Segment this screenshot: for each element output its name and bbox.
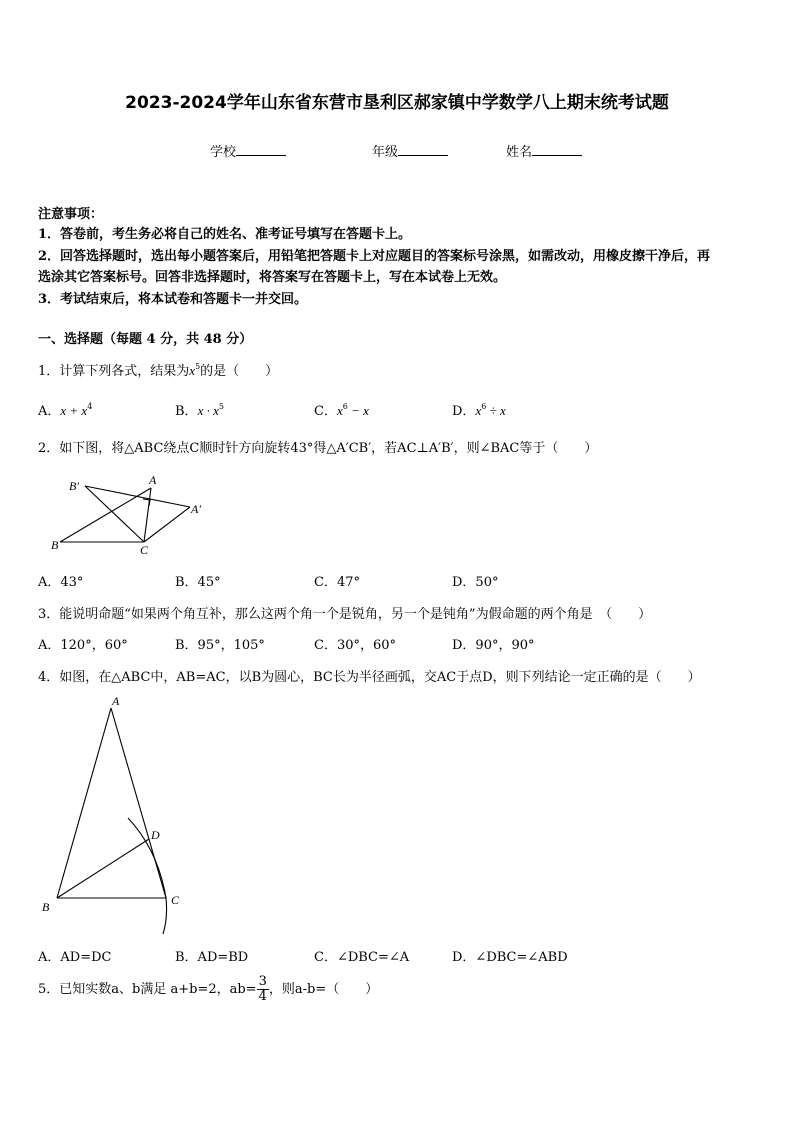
q3-option-a: A．120°，60° <box>38 638 128 653</box>
q1-option-b <box>175 400 224 419</box>
note-2b: 选涂其它答案标号。回答非选择题时，将答案写在答题卡上，写在本试卷上无效。 <box>38 270 507 285</box>
q2-option-d: D．50° <box>452 575 499 590</box>
q1-option-a-label: A． <box>38 404 61 419</box>
q1-option-d-exp: 6 <box>481 402 487 411</box>
q2-option-b: B．45° <box>175 575 221 590</box>
q2-label-a1: A′ <box>191 502 201 516</box>
q1-option-c-tail: − x <box>347 403 369 418</box>
q2-label-b1: B′ <box>69 479 79 493</box>
q1-stem-b: 的是（ ） <box>200 364 279 379</box>
q1-option-c-expr: x <box>336 403 343 418</box>
q1-option-c <box>314 400 369 419</box>
q4-label-b: B <box>42 900 50 914</box>
q5-fraction-numerator: 3 <box>258 974 267 989</box>
q1-stem-var: x <box>189 363 196 378</box>
q2-segment-b-a <box>60 488 151 542</box>
q4-segment-ab <box>57 708 111 898</box>
q1-option-b-exp: 5 <box>218 402 224 411</box>
q1-option-d-expr: x <box>475 403 482 418</box>
q4-label-d: D <box>151 828 160 842</box>
q3-option-b: B．95°，105° <box>175 638 265 653</box>
q5-stem-b: ，则a-b=（ ） <box>268 982 379 997</box>
q1-option-b-label: B． <box>175 404 198 419</box>
school-label: 学校 <box>210 145 237 160</box>
q1-option-a <box>38 400 92 419</box>
q4-triangle-figure <box>30 690 200 940</box>
q4-option-a: A．AD=DC <box>38 950 112 965</box>
section-heading: 一、选择题（每题 4 分，共 48 分） <box>38 332 253 347</box>
exam-title: 2023-2024学年山东省东营市垦利区郝家镇中学数学八上期末统考试题 <box>125 93 669 113</box>
q5-stem <box>38 974 378 1006</box>
q4-option-c: C．∠DBC=∠A <box>314 950 410 965</box>
q1-option-a-exp: 4 <box>87 402 93 411</box>
q1-option-c-label: C． <box>314 404 337 419</box>
name-label: 姓名 <box>506 145 533 160</box>
q4-arc <box>128 818 167 934</box>
q5-fraction-denominator: 4 <box>258 989 267 1004</box>
q2-rotation-figure <box>45 470 215 560</box>
q1-option-d-label: D． <box>452 404 476 419</box>
q5-fraction <box>257 975 269 1004</box>
note-1: 1．答卷前，考生务必将自己的姓名、准考证号填写在答题卡上。 <box>38 227 412 242</box>
notes-heading: 注意事项： <box>38 207 104 222</box>
q2-label-a: A <box>149 473 157 487</box>
q4-option-d: D．∠DBC=∠ABD <box>452 950 568 965</box>
school-blank <box>236 143 286 156</box>
q2-option-c: C．47° <box>314 575 360 590</box>
q2-segment-b1-c <box>85 486 144 542</box>
q1-option-c-exp: 6 <box>342 402 348 411</box>
school-field <box>210 141 286 160</box>
q4-label-a: A <box>112 694 120 708</box>
q3-stem: 3．能说明命题“如果两个角互补，那么这两个角一个是锐角，另一个是钝角”为假命题的两个角是 （ ） <box>38 607 652 622</box>
q4-stem: 4．如图，在△ABC中，AB=AC，以B为圆心，BC长为半径画弧，交AC于点D，则下列结论一定正确的是（ ） <box>38 670 701 685</box>
q4-segment-ac <box>111 708 166 898</box>
q4-label-c: C <box>171 893 180 907</box>
grade-blank <box>398 143 448 156</box>
q2-label-c: C <box>140 543 149 557</box>
q1-option-b-expr: x · x <box>197 403 219 418</box>
q2-segment-a-c <box>144 488 151 542</box>
q1-stem-exp: 5 <box>195 362 201 371</box>
name-field <box>506 141 582 160</box>
q2-stem: 2．如下图，将△ABC绕点C顺时针方向旋转43°得△A′CB′，若AC⊥A′B′，则∠BAC等于（ ） <box>38 441 598 456</box>
q1-stem <box>38 360 278 379</box>
q1-option-a-expr: x + x <box>60 403 88 418</box>
grade-field <box>372 141 448 160</box>
grade-label: 年级 <box>372 145 399 160</box>
q5-stem-a: 5．已知实数a、b满足 a+b=2，ab= <box>38 982 257 997</box>
q2-label-b: B <box>51 538 59 552</box>
q3-option-c: C．30°，60° <box>314 638 397 653</box>
note-2a: 2．回答选择题时，选出每小题答案后，用铅笔把答题卡上对应题目的答案标号涂黑，如需改动，用橡皮擦干净后，再 <box>38 249 711 264</box>
q4-option-b: B．AD=BD <box>175 950 249 965</box>
q2-segment-c-a1 <box>144 507 190 542</box>
q2-option-a: A．43° <box>38 575 84 590</box>
q3-option-d: D．90°，90° <box>452 638 535 653</box>
q1-option-d-tail: ÷ x <box>486 403 506 418</box>
q1-stem-a: 1．计算下列各式，结果为 <box>38 364 190 379</box>
q1-option-d <box>452 400 506 419</box>
name-blank <box>532 143 582 156</box>
note-3: 3．考试结束后，将本试卷和答题卡一并交回。 <box>38 292 308 307</box>
